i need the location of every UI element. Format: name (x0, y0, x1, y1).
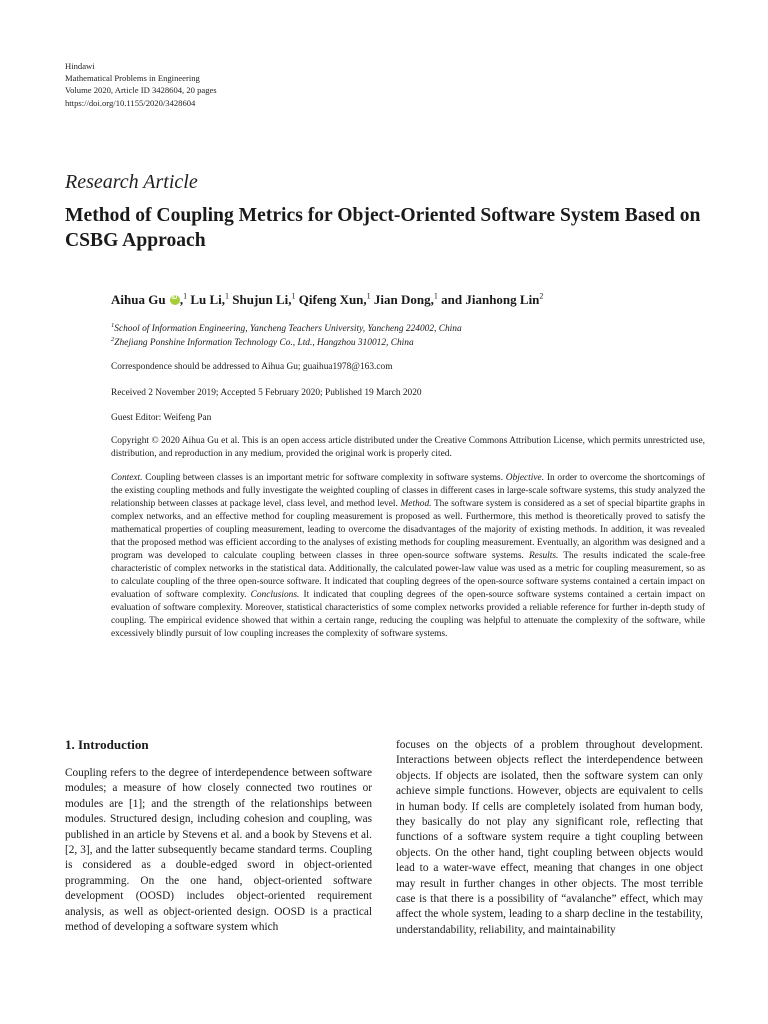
body-column-left: Coupling refers to the degree of interdependence between software modules; a measure of how closely connected two routines or modules are [1]; and the strength of the relationships between modules. Structured design, including cohesion and coupling, was published in an article by Stevens et al. and a book by Stevens et al. [2, 3], and the latter subsequently became standard terms. Coupling is considered as a double-edged sword in object-oriented programming. On the one hand, object-oriented software development (OOSD) includes object-oriented requirement analysis, as well as object-oriented design. OOSD is a practical method of developing a software system which (65, 767, 372, 934)
author-name[interactable]: Shujun Li, (232, 292, 292, 307)
paper-title: Method of Coupling Metrics for Object-Oriented Software System Based on CSBG Approach (65, 205, 701, 251)
author-name[interactable]: and Jianhong Lin (441, 292, 540, 307)
volume-info: Volume 2020, Article ID 3428604, 20 pages (65, 85, 217, 96)
author-list: Aihua Gu iD ,$^1$ Lu Li,$^1$ Shujun Li,$^1$ Qifeng Xun,$^1$ Jian Dong,$^1$ and Jianhong Lin$^2$ (111, 292, 543, 308)
author-affil-sup: 1 (225, 291, 229, 301)
abstract-method: The software system is considered as a set of special bipartite graphs in complex networks, and an effective method for coupling measurement is proposed as well. Furthermore, this method is theoretically proved to satisfy the mathematical properties of coupling measurement, leading to overcome the disadvantages of the majority of existing methods. In addition, it was revealed that the proposed method was efficient according to the analyses of existing methods for coupling measurement. Eventually, an algorithm was designed and a program was developed to calculate coupling between classes in three open-source software systems. (111, 499, 705, 561)
abstract-context: Coupling between classes is an important metric for software complexity in software systems. (142, 473, 506, 483)
section-heading: 1. Introduction (65, 737, 149, 752)
abstract-results-label: Results. (528, 551, 559, 561)
journal-masthead (65, 60, 217, 109)
author-affil-sup: 1 (366, 291, 371, 301)
author-affil-sup: 1 (183, 291, 188, 301)
author-name[interactable]: Lu Li, (190, 292, 225, 307)
abstract-method-label: Method. (400, 499, 432, 509)
article-type: Research Article (65, 171, 198, 193)
author-name[interactable]: Jian Dong, (373, 292, 434, 307)
correspondence: Correspondence should be addressed to Aihua Gu; guaihua1978@163.com (111, 362, 393, 372)
abstract-objective-label: Objective. (505, 473, 545, 483)
author-name[interactable]: Qifeng Xun, (298, 292, 367, 307)
journal-name: Mathematical Problems in Engineering (65, 73, 200, 84)
abstract (111, 472, 705, 641)
abstract-conclusions: It indicated that coupling degrees of the open-source software systems contained a certain impact on evaluation of software complexity. Moreover, statistical characteristics of some complex networks provided a reliable reference for further in-depth study of coupling. The empirical evidence showed that within a certain range, reducing the coupling was helpful to attenuate the complexity of the software, while excessively blindly pursuit of low coupling increases the complexity of software systems. (111, 590, 706, 639)
body-column-right: focuses on the objects of a problem throughout development. Interactions between objects reflect the interdependence between objects. If objects are isolated, then the software system can only achieve simple functions. However, objects are equivalent to cells in human body. If cells are completely isolated from human body, they basically do not play any significant role, reflecting that functions of a software system require a tight coupling between objects. On the other hand, tight coupling between objects would lead to a water-wave effect, meaning that changes in one object may result in further changes in other objects. The most terrible case is that there is a possibility of “avalanche” effect, which may affect the whole system, leading to a sharp decline in the testability, understandability, reliability, and maintainability (396, 739, 703, 936)
doi-link[interactable]: https://doi.org/10.1155/2020/3428604 (65, 97, 196, 108)
author-affil-sup: 1 (433, 291, 438, 301)
affiliation-item: $^2$Zhejiang Ponshine Information Technology Co., Ltd., Hangzhou 310012, China (111, 335, 414, 348)
affiliation-item: $^1$School of Information Engineering, Yancheng Teachers University, Yancheng 224002, China (111, 321, 462, 334)
publisher-name: Hindawi (65, 61, 95, 71)
abstract-conclusions-label: Conclusions. (250, 590, 300, 600)
author-name[interactable]: Aihua Gu (111, 292, 166, 307)
guest-editor: Guest Editor: Weifeng Pan (111, 413, 212, 423)
copyright-notice: Copyright © 2020 Aihua Gu et al. This is an open access article distributed under the Creative Commons Attribution License, which permits unrestricted use, distribution, and reproduction in any medium, provided the original work is properly cited. (111, 436, 705, 459)
abstract-objective: In order to overcome the shortcomings of the existing coupling methods and fully investigate the weighted coupling of classes in different cases in large-scale software systems, this study analyzed the relationship between classes at package level, class level, and method level. (111, 473, 705, 509)
abstract-results: The results indicated the scale-free characteristic of complex networks in the statistical data. Additionally, the calculated power-law value was used as a metric for coupling measurement, so as to calculate coupling of the three open-source software. It indicated that coupling degrees of the open-source software systems contained a certain impact on evaluation of software complexity. (111, 551, 705, 600)
affiliations (111, 322, 462, 350)
abstract-context-label: Context. (111, 473, 143, 483)
author-affil-sup: 2 (539, 291, 544, 301)
publication-dates: Received 2 November 2019; Accepted 5 February 2020; Published 19 March 2020 (111, 388, 422, 398)
author-affil-sup: 1 (291, 291, 296, 301)
orcid-icon[interactable] (170, 295, 180, 305)
